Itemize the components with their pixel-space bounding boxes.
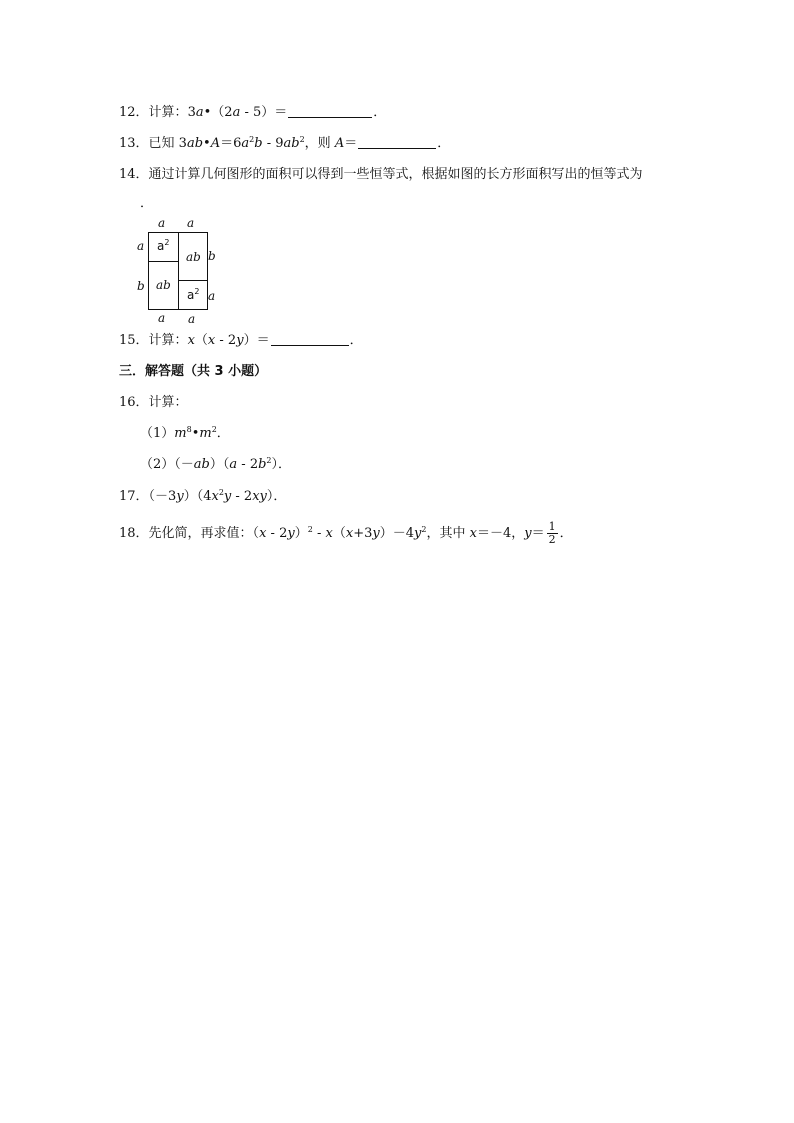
- rectangle-figure: [132, 216, 232, 328]
- answer-blank[interactable]: [288, 105, 372, 118]
- expr-text: ＝: [344, 136, 358, 151]
- expr-text: ）（: [209, 457, 230, 472]
- var-x: x: [207, 333, 216, 348]
- cell-bottom-left: [148, 261, 179, 310]
- expr-text: ）－4: [379, 526, 414, 541]
- period: ．: [216, 426, 230, 441]
- expr-text: （: [194, 333, 208, 348]
- expr-text: -: [312, 526, 326, 541]
- var-y: y: [524, 526, 532, 541]
- expr-text: （－3: [148, 489, 177, 504]
- var-x: x: [187, 333, 195, 348]
- exponent: 2: [211, 425, 217, 434]
- expr-text: ）: [294, 526, 308, 541]
- question-16-part-1: [140, 425, 230, 443]
- question-17: [119, 488, 286, 506]
- question-16: [119, 394, 188, 412]
- exponent: 2: [194, 287, 200, 296]
- var-a: a: [232, 105, 241, 120]
- var-y: y: [414, 526, 422, 541]
- exponent: 8: [186, 425, 192, 434]
- expr-text: 已知 3: [148, 136, 187, 151]
- expr-text: - 9: [262, 136, 284, 151]
- var-y: y: [372, 526, 380, 541]
- question-number: 18．: [119, 526, 149, 541]
- question-18: [119, 521, 573, 546]
- period: ．: [559, 526, 573, 541]
- cell-top-left: [148, 232, 179, 262]
- var-m: m: [199, 426, 212, 441]
- question-label: 计算：: [148, 395, 188, 410]
- expr-text: ）（4: [183, 489, 212, 504]
- section-title: 三．解答题（共 3 小题）: [119, 364, 268, 379]
- var-x: x: [345, 526, 354, 541]
- question-number: 16．: [119, 395, 149, 410]
- var-y: y: [223, 489, 232, 504]
- var-xy: xy: [252, 489, 267, 504]
- var-ab: ab: [186, 136, 204, 151]
- var-y: y: [176, 489, 184, 504]
- question-number: 13．: [119, 136, 149, 151]
- left-label: a: [137, 239, 145, 253]
- expr-text: ＝6: [220, 136, 242, 151]
- expr-text: - 2: [215, 333, 237, 348]
- question-label: 先化简，再求值：（: [148, 526, 260, 541]
- var-A: A: [210, 136, 221, 151]
- exponent: 2: [307, 525, 313, 534]
- top-label: a: [187, 216, 195, 230]
- var-x: x: [211, 489, 219, 504]
- fraction: [547, 521, 558, 546]
- exponent: 2: [249, 135, 255, 144]
- expr-text: ）．: [271, 457, 292, 472]
- expr-text: （－: [174, 457, 194, 472]
- expr-text: ）．: [266, 489, 287, 504]
- period: ．: [140, 196, 154, 211]
- var-a: a: [241, 136, 250, 151]
- cell-bottom-right: [178, 280, 208, 310]
- question-14: [119, 166, 643, 184]
- left-label: b: [137, 279, 145, 293]
- exponent: 2: [164, 238, 170, 247]
- cell-text: ab: [186, 250, 201, 264]
- expr-text: •（2: [203, 105, 233, 120]
- part-number: （2）: [140, 457, 175, 472]
- cell-text: a: [187, 288, 195, 302]
- var-A: A: [334, 136, 345, 151]
- var-b: b: [258, 457, 267, 472]
- question-15: [119, 332, 363, 350]
- exponent: 2: [299, 135, 305, 144]
- exponent: 2: [421, 525, 427, 534]
- right-label: b: [208, 249, 216, 263]
- var-b: b: [254, 136, 263, 151]
- question-label: 计算：: [148, 105, 188, 120]
- question-12: [119, 104, 386, 122]
- answer-blank[interactable]: [358, 136, 436, 149]
- var-x: x: [469, 526, 477, 541]
- var-x: x: [325, 526, 333, 541]
- var-y: y: [236, 333, 244, 348]
- expr-text: ＝－4，: [476, 526, 525, 541]
- expr-text: 3: [187, 105, 196, 120]
- bottom-label: a: [188, 312, 196, 326]
- cell-text: ab: [156, 278, 171, 292]
- expr-text: ＝: [531, 526, 545, 541]
- period: ．: [437, 136, 451, 151]
- var-a: a: [229, 457, 238, 472]
- period: ．: [349, 333, 363, 348]
- cell-label: [187, 288, 199, 302]
- expr-text: ，则: [304, 136, 335, 151]
- top-label: a: [158, 216, 166, 230]
- var-ab: ab: [283, 136, 300, 151]
- var-x: x: [259, 526, 267, 541]
- numerator: 1: [548, 520, 556, 533]
- expr-text: +3: [353, 526, 373, 541]
- bottom-label: a: [158, 311, 166, 325]
- question-16-part-2: [140, 456, 291, 474]
- expr-text: ）＝: [243, 333, 270, 348]
- question-number: 14．: [119, 167, 149, 182]
- cell-text: a: [157, 239, 165, 253]
- question-label: 计算：: [148, 333, 188, 348]
- denominator: 2: [548, 533, 556, 546]
- var-m: m: [174, 426, 187, 441]
- expr-text: ，其中: [426, 526, 470, 541]
- question-text: 通过计算几何图形的面积可以得到一些恒等式，根据如图的长方形面积写出的恒等式为: [148, 167, 643, 182]
- expr-text: （: [332, 526, 346, 541]
- expr-text: - 5）＝: [240, 105, 288, 120]
- dot: •: [191, 426, 200, 441]
- cell-top-right: [178, 232, 208, 281]
- cell-label: [157, 239, 169, 253]
- part-number: （1）: [140, 426, 175, 441]
- right-label: a: [208, 289, 216, 303]
- var-y: y: [287, 526, 295, 541]
- answer-blank[interactable]: [271, 333, 349, 346]
- exponent: 2: [218, 488, 224, 497]
- var-a: a: [195, 105, 204, 120]
- expr-text: - 2: [237, 457, 259, 472]
- expr-text: - 2: [266, 526, 288, 541]
- question-number: 15．: [119, 333, 149, 348]
- question-13: [119, 135, 450, 153]
- var-ab: ab: [193, 457, 210, 472]
- question-14-end: [140, 195, 153, 213]
- question-number: 12．: [119, 105, 149, 120]
- question-number: 17．: [119, 489, 149, 504]
- dot: •: [203, 136, 211, 151]
- expr-text: - 2: [231, 489, 253, 504]
- period: ．: [373, 105, 387, 120]
- exponent: 2: [266, 456, 272, 465]
